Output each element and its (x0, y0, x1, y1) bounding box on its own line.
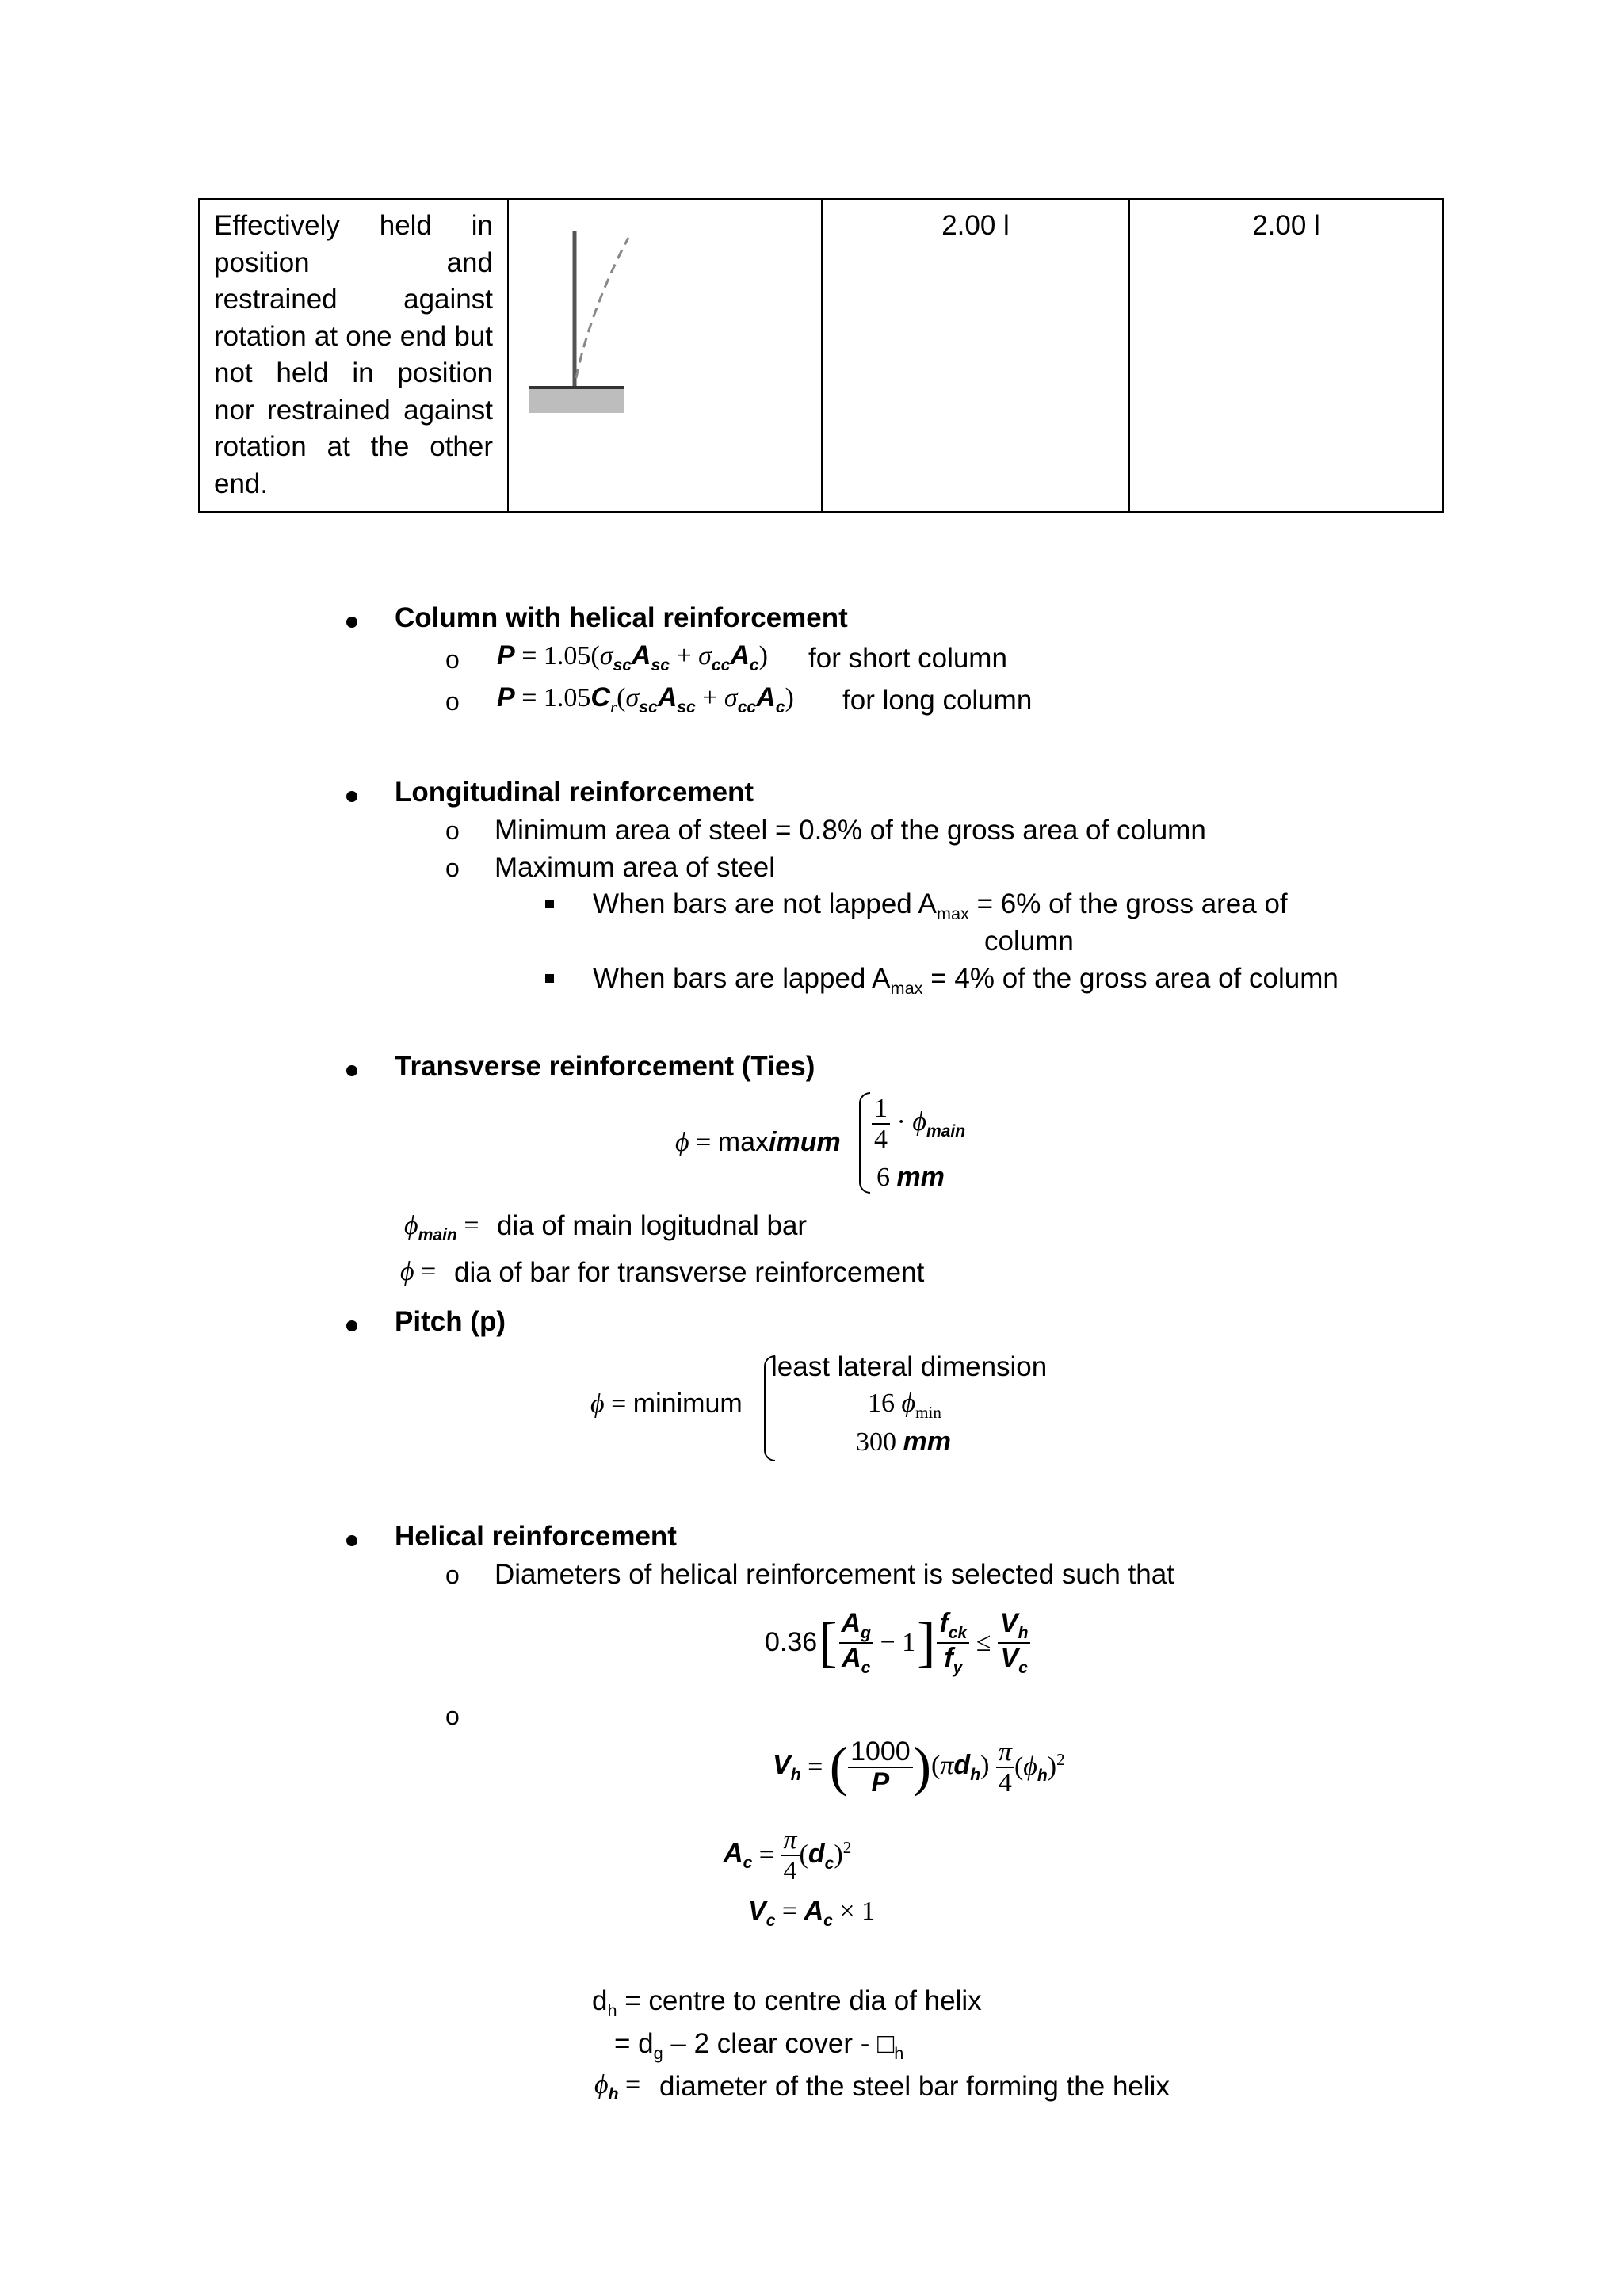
tie-diameter-formula: ϕ = maximum (675, 1127, 841, 1157)
pitch-formula: ϕ = minimum (590, 1389, 743, 1419)
short-column-formula: $P = 1.05(\sigma_{sc}A_{sc} + \sigma_{cc}A_c)$ (497, 640, 768, 674)
helical-diameter-text: Diameters of helical reinforcement is selected such that (495, 1559, 1174, 1590)
longitudinal-heading: Longitudinal reinforcement (395, 777, 754, 808)
cantilever-column-icon (523, 208, 807, 493)
pitch-option-300mm: 300 mm (856, 1427, 951, 1457)
long-column-formula: $P = 1.05C_r(\sigma_{sc}A_{sc} + \sigma_{cc}A_c)$ (497, 682, 794, 716)
bullet-icon (346, 1065, 357, 1076)
circle-bullet-icon: o (445, 687, 460, 716)
effective-length-table (198, 198, 1444, 513)
min-area-text: Minimum area of steel = 0.8% of the gross area of column (495, 815, 1206, 846)
helix-volume-formula: $V_h$ = ( $\frac{1000}{P}$ ) $(\pi d_h)$ $\frac{\pi}{4}$ $(\phi_h)^2$ (773, 1736, 1065, 1798)
helical-heading: Helical reinforcement (395, 1521, 677, 1552)
bullet-icon (346, 1535, 357, 1546)
square-bullet-icon (545, 974, 554, 983)
not-lapped-text-continued: column (984, 926, 1074, 957)
core-volume-formula: $V_c = A_c \times 1$ (748, 1896, 876, 1930)
bullet-icon (346, 791, 357, 802)
pitch-heading: Pitch (p) (395, 1306, 506, 1337)
long-column-label: for long column (842, 685, 1033, 716)
circle-bullet-icon: o (445, 645, 460, 674)
lapped-text: When bars are lapped $A_{max} = 4\%$ of the gross area of column (593, 963, 1338, 998)
figure-cell (508, 199, 822, 512)
pitch-option-least-dimension: least lateral dimension (771, 1351, 1048, 1382)
phi-symbol: ϕ = (400, 1257, 437, 1286)
square-bullet-icon (545, 900, 554, 908)
end-condition-text: Effectively held in position and restrained against rotation at one end but not held in position nor restrained against rotation at the other end. (214, 210, 493, 499)
effective-length-value: 2.00 l (941, 210, 1010, 241)
max-area-text: Maximum area of steel (495, 852, 776, 883)
dh-expression: = $d_g - 2$ clear cover - $□_h$ (614, 2028, 904, 2063)
end-condition-cell (199, 199, 508, 512)
core-area-formula: $A_c$ = $\frac{\pi}{4}$ $(d_c)^2$ (724, 1825, 852, 1886)
tie-option-quarter: $\frac{1}{4}$ · $\phi_{main}$ (872, 1094, 965, 1155)
phi-main-symbol: $\phi_{main}$ = (404, 1211, 479, 1244)
phi-h-definition: diameter of the steel bar forming the helix (659, 2071, 1170, 2102)
effective-length-value: 2.00 l (1252, 210, 1320, 241)
helical-condition-formula: 0.36 [ $\frac{A_g}{A_c}$ − 1 ] $\frac{f_{ck}}{f_y}$ ≤ $\frac{V_h}{V_c}$ (765, 1609, 1030, 1677)
effective-length-recommended-cell (1129, 199, 1443, 512)
short-column-label: for short column (808, 643, 1007, 674)
helical-column-heading: Column with helical reinforcement (395, 602, 848, 633)
phi-main-definition: dia of main logitudnal bar (497, 1210, 808, 1241)
phi-h-symbol: $\phi_h$ = (594, 2070, 641, 2103)
pitch-option-16phi: 16 $\phi_{min}$ (868, 1389, 941, 1422)
tie-option-6mm: 6 mm (876, 1162, 945, 1192)
brace (859, 1092, 870, 1194)
effective-length-theoretical-cell (822, 199, 1129, 512)
dh-definition: $d_h$ = centre to centre dia of helix (592, 1985, 982, 2020)
transverse-heading: Transverse reinforcement (Ties) (395, 1051, 815, 1082)
bullet-icon (346, 617, 357, 628)
not-lapped-text: When bars are not lapped $A_{max} = 6\%$ of the gross area of (593, 888, 1288, 923)
circle-bullet-icon: o (445, 854, 460, 882)
bullet-icon (346, 1320, 357, 1331)
circle-bullet-icon: o (445, 1702, 460, 1730)
circle-bullet-icon: o (445, 1561, 460, 1589)
table-row (199, 199, 1443, 512)
phi-definition: dia of bar for transverse reinforcement (454, 1257, 925, 1288)
circle-bullet-icon: o (445, 816, 460, 845)
